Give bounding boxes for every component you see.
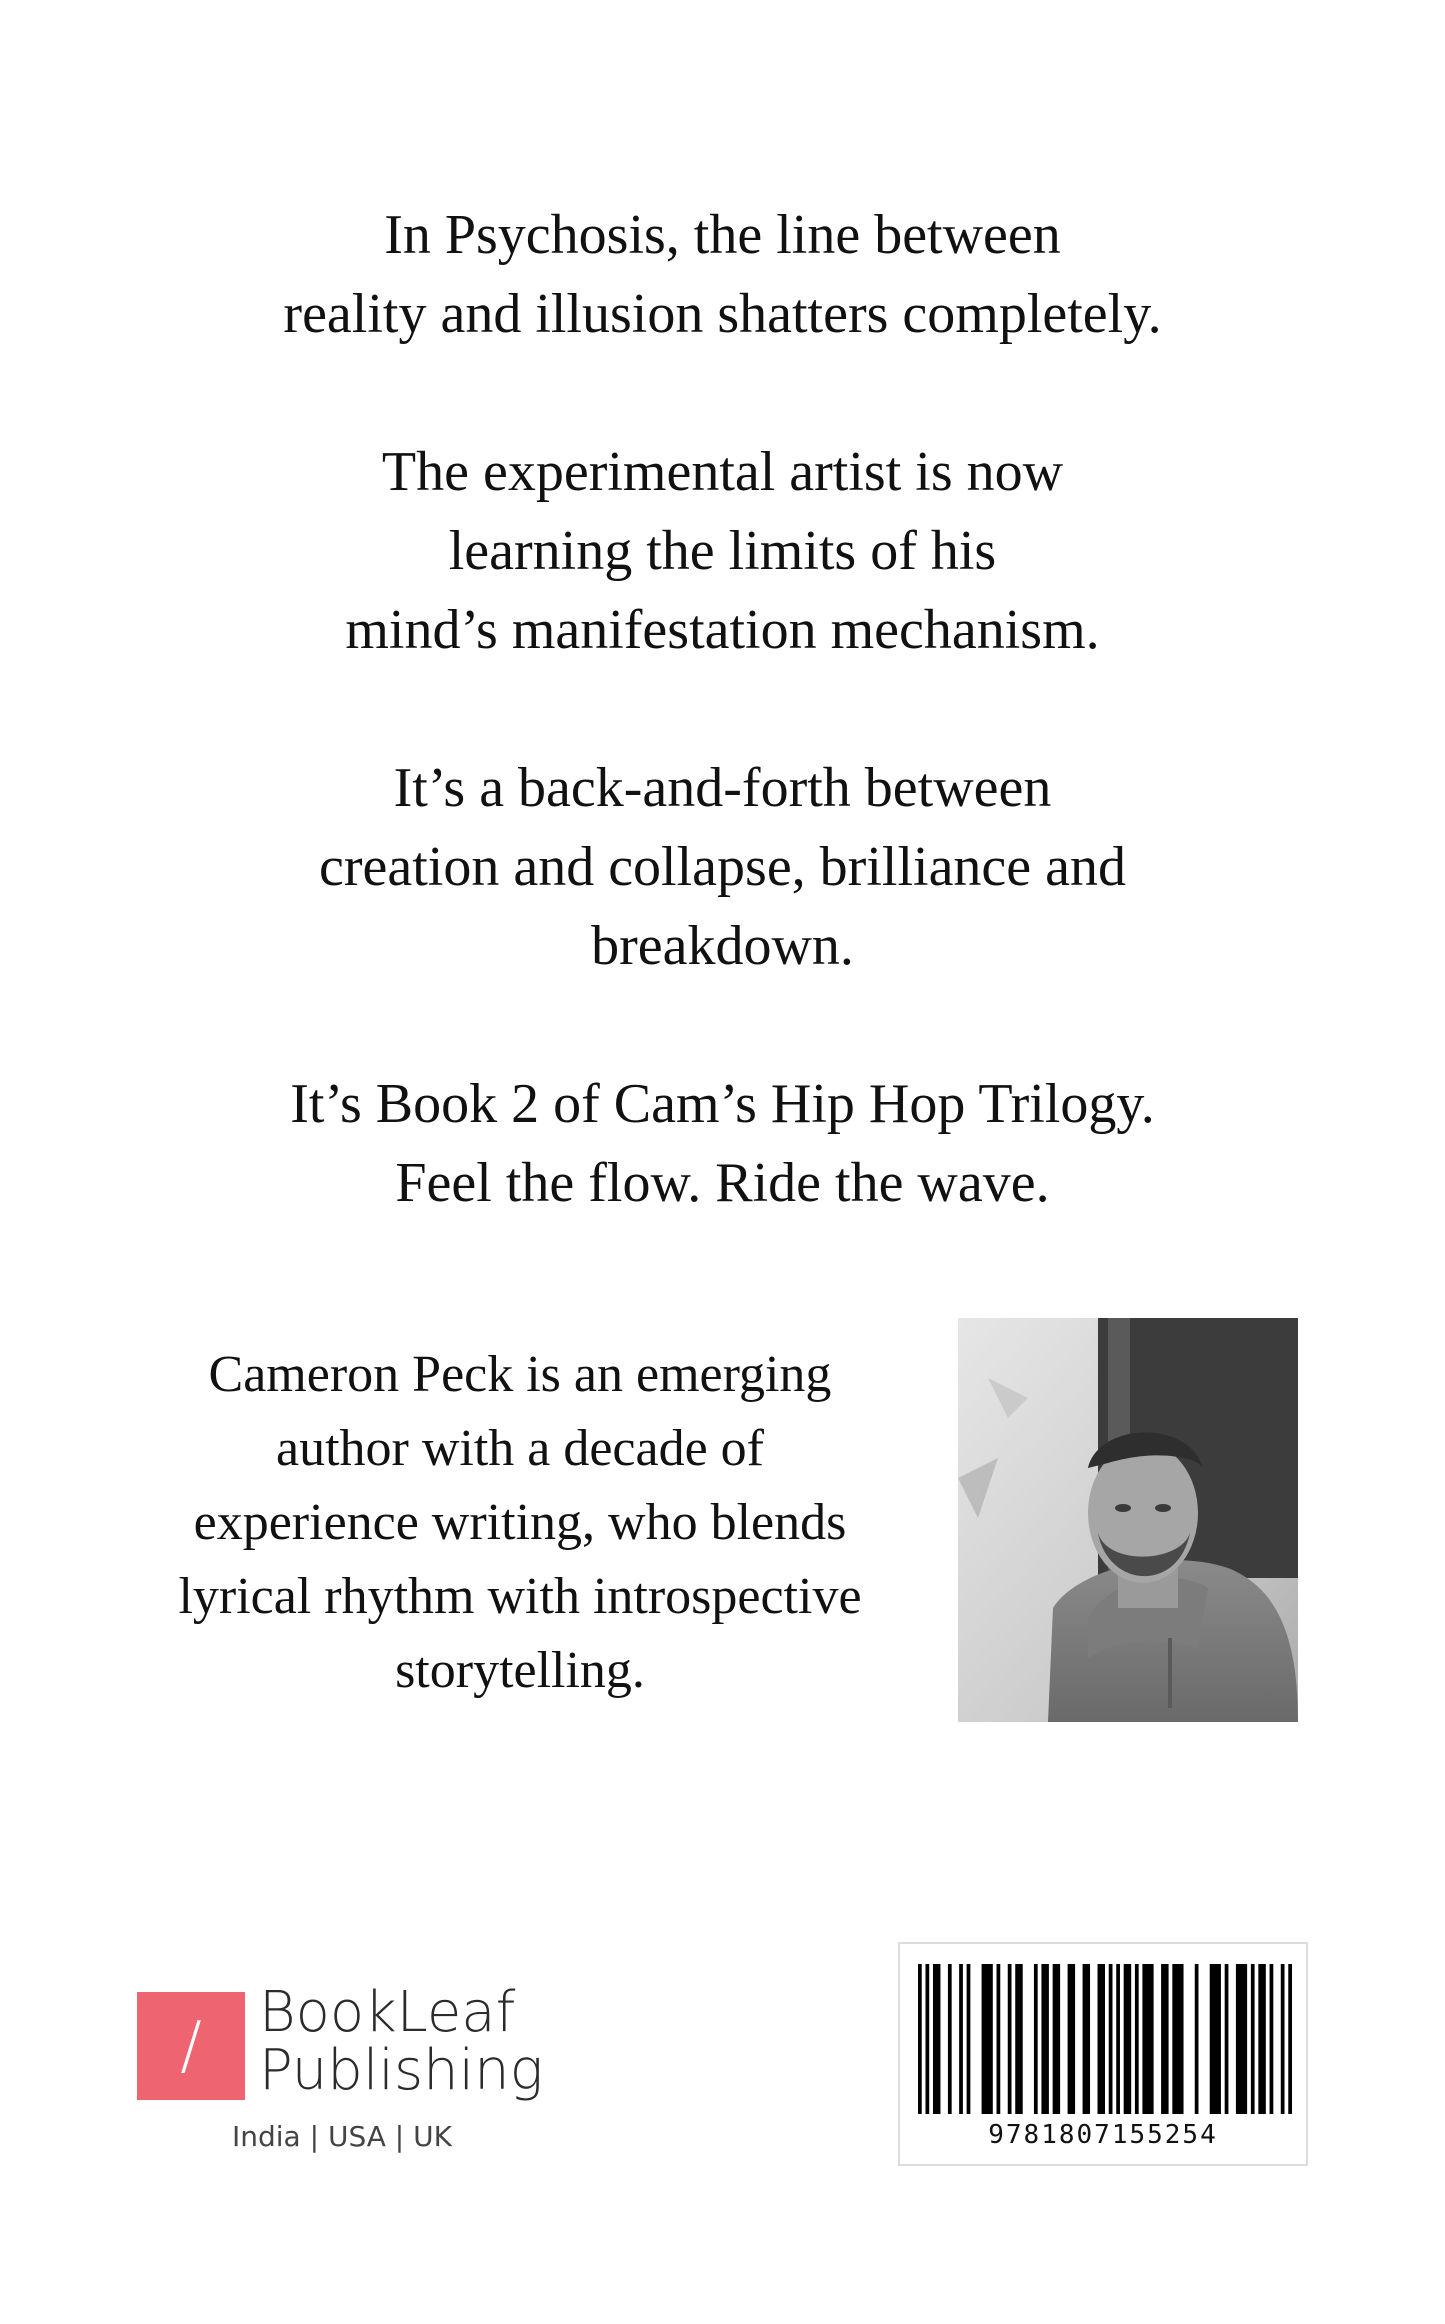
publisher-name <box>259 1980 544 2103</box>
publisher-regions: India | USA | UK <box>232 2120 452 2153</box>
barcode-bar <box>1236 1964 1247 2114</box>
blurb-line: It’s a back-and-forth between <box>393 757 1052 819</box>
barcode-bar <box>1288 1964 1292 2114</box>
blurb-line: creation and collapse, brilliance and <box>319 836 1126 898</box>
blurb-line: In Psychosis, the line between <box>384 204 1061 266</box>
barcode-bar <box>1083 1964 1090 2114</box>
barcode-bar <box>925 1964 929 2114</box>
blurb-line: reality and illusion shatters completely. <box>283 283 1162 345</box>
barcode-bar <box>1135 1964 1139 2114</box>
barcode-bar <box>1098 1964 1105 2114</box>
blurb-line: mind’s manifestation mechanism. <box>345 599 1100 661</box>
barcode-bar <box>1068 1964 1075 2114</box>
barcode-bar <box>997 1964 1001 2114</box>
barcode-bar <box>1225 1964 1229 2114</box>
bio-line: storytelling. <box>395 1642 645 1699</box>
barcode-bar <box>1142 1964 1153 2114</box>
bio-line: Cameron Peck is an emerging <box>208 1346 832 1403</box>
barcode-bar <box>1008 1964 1012 2114</box>
barcode-bar <box>1053 1964 1060 2114</box>
author-photo <box>958 1318 1298 1722</box>
barcode-bar <box>1124 1964 1131 2114</box>
barcode-bar <box>1041 1964 1048 2114</box>
barcode-bar <box>1161 1964 1168 2114</box>
barcode-bar <box>1172 1964 1183 2114</box>
blurb-line: The experimental artist is now <box>381 441 1064 503</box>
blurb-line: learning the limits of his <box>448 520 997 582</box>
barcode-bar <box>1116 1964 1120 2114</box>
barcode-bar <box>933 1964 940 2114</box>
blurb-line: breakdown. <box>591 915 854 977</box>
barcode-bar <box>982 1964 993 2114</box>
publisher-logo <box>137 1980 557 2162</box>
blurb-paragraph-2 <box>0 433 1445 670</box>
barcode-bar <box>1195 1964 1199 2114</box>
publisher-name-line-2: Publishing <box>259 2038 544 2103</box>
isbn-barcode <box>898 1942 1308 2166</box>
blurb-paragraph-4 <box>0 1065 1445 1223</box>
bio-line: author with a decade of <box>275 1420 764 1477</box>
author-bio <box>130 1338 910 1708</box>
logo-mark-glyph: / <box>180 2009 202 2083</box>
barcode-bar <box>1210 1964 1221 2114</box>
barcode-bar <box>967 1964 971 2114</box>
barcode-bar <box>948 1964 952 2114</box>
barcode-bar <box>1109 1964 1113 2114</box>
barcode-bar <box>959 1964 963 2114</box>
barcode-bar <box>1270 1964 1274 2114</box>
bio-line: experience writing, who blends <box>193 1494 847 1551</box>
back-cover-blurb <box>0 196 1445 1302</box>
barcode-bar <box>1015 1964 1022 2114</box>
bio-line: lyrical rhythm with introspective <box>178 1568 862 1625</box>
isbn-number: 9781807155254 <box>988 2120 1218 2150</box>
barcode-bar <box>1258 1964 1265 2114</box>
barcode-bar <box>1281 1964 1285 2114</box>
blurb-line: It’s Book 2 of Cam’s Hip Hop Trilogy. <box>290 1073 1155 1135</box>
barcode-bar <box>1251 1964 1255 2114</box>
blurb-line: Feel the flow. Ride the wave. <box>395 1152 1050 1214</box>
barcode-bars <box>918 1964 1292 2114</box>
publisher-name-line-1: BookLeaf <box>259 1980 516 2045</box>
barcode-bar <box>918 1964 922 2114</box>
blurb-paragraph-3 <box>0 749 1445 986</box>
barcode-bar <box>1034 1964 1038 2114</box>
author-portrait-image <box>958 1318 1298 1722</box>
blurb-paragraph-1 <box>0 196 1445 354</box>
slash-icon <box>137 1992 245 2100</box>
